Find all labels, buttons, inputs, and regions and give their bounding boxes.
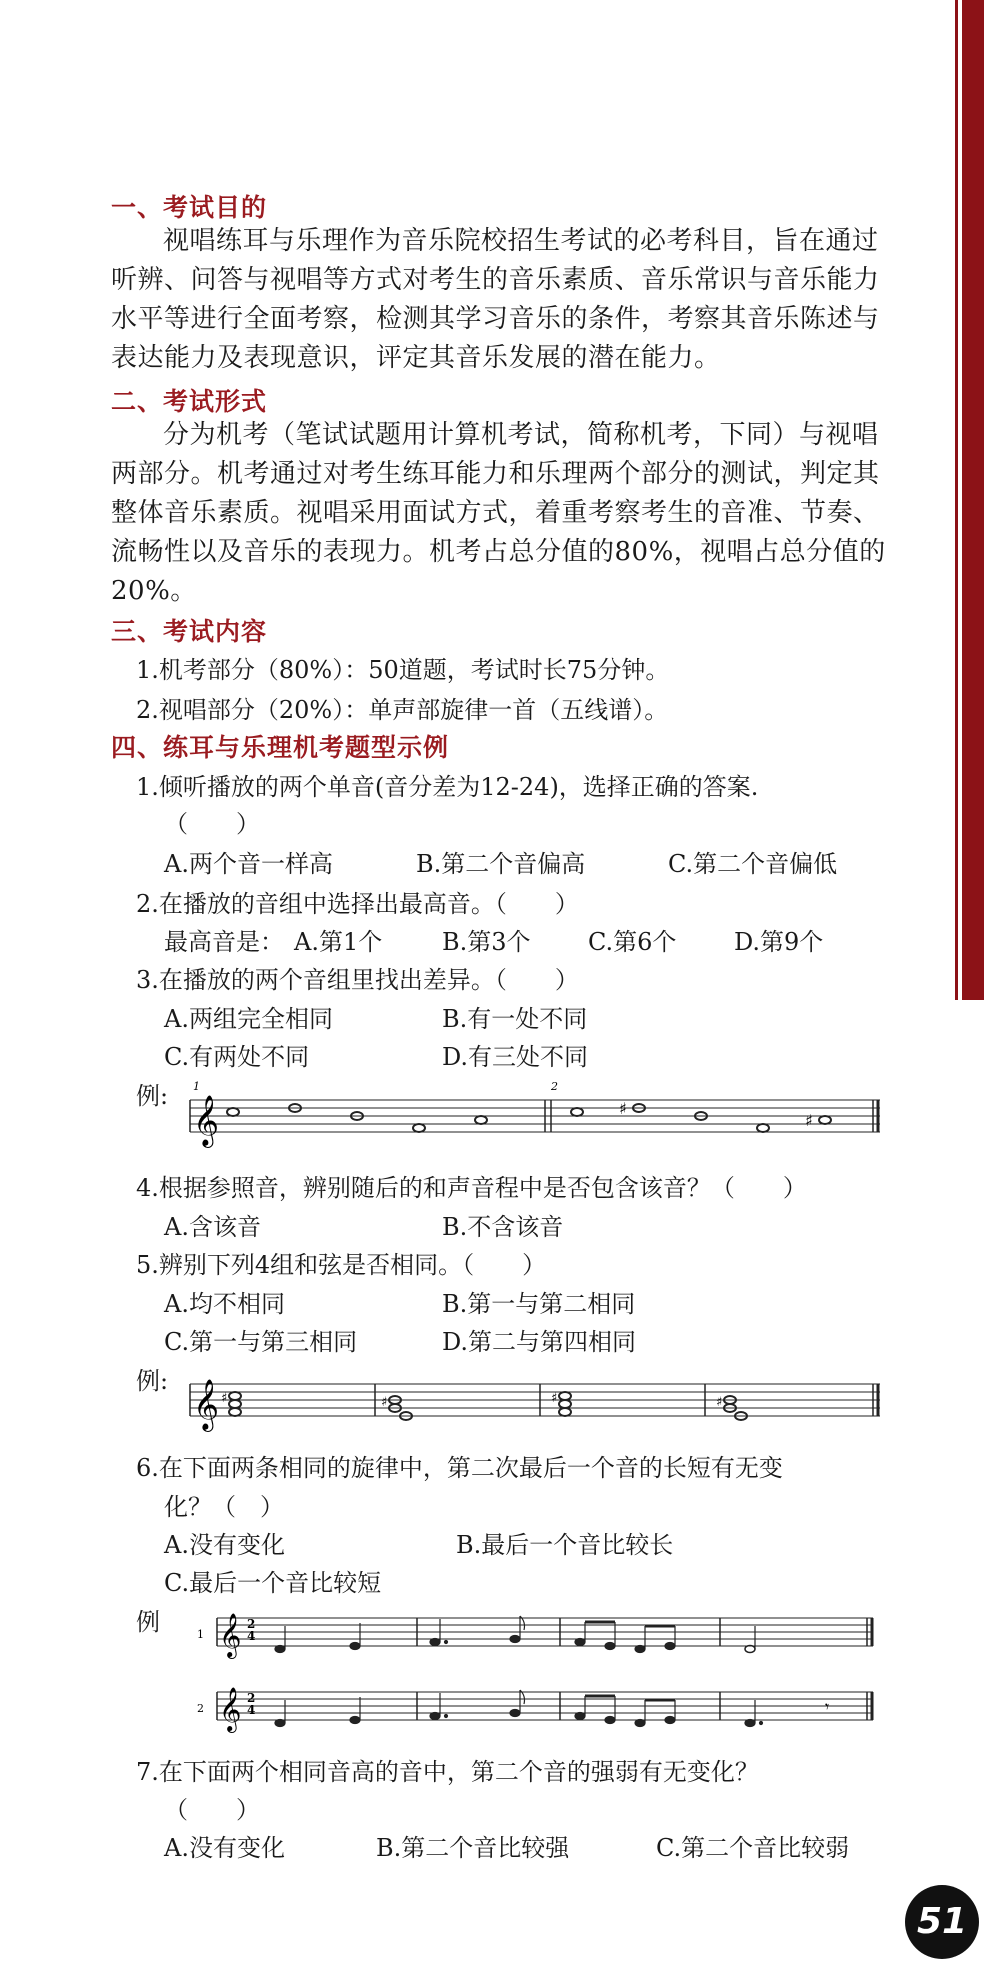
svg-text:♯: ♯	[619, 1099, 627, 1118]
svg-text:4: 4	[247, 1629, 256, 1643]
question-3-option-a: A.两组完全相同	[164, 1005, 333, 1033]
question-6-option-a: A.没有变化	[164, 1531, 285, 1559]
question-7-option-a: A.没有变化	[164, 1834, 285, 1862]
question-4-text: 4.根据参照音，辨别随后的和声音程中是否包含该音？（ ）	[136, 1174, 807, 1202]
question-1-option-c: C.第二个音偏低	[668, 850, 838, 878]
svg-text:♯: ♯	[381, 1395, 388, 1410]
treble-clef-icon: 𝄞	[193, 1379, 220, 1430]
svg-text:♯: ♯	[221, 1391, 228, 1406]
section-heading-1: 一、考试目的	[111, 193, 268, 222]
section-2-body: 分为机考（笔试试题用计算机考试，简称机考，下同）与视唱两部分。机考通过对考生练耳能力和乐理两个部分的测试，判定其整体音乐素质。视唱采用面试方式，着重考察考生的音准、节奏、流畅性以及音乐的表现力。机考占总分值的80%，视唱占总分值的20%。	[111, 420, 886, 606]
question-2-prefix: 最高音是：	[164, 928, 284, 956]
svg-text:♯: ♯	[805, 1111, 813, 1130]
question-2-option-d: D.第9个	[734, 928, 824, 956]
question-7-option-c: C.第二个音比较弱	[656, 1834, 850, 1862]
question-6-text-line2: 化？（ ）	[164, 1493, 284, 1521]
example-label-q6: 例	[136, 1608, 160, 1636]
treble-clef-icon: 𝄞	[219, 1613, 242, 1657]
question-5-option-b: B.第一与第二相同	[442, 1290, 636, 1318]
content-item-1: 1.机考部分（80%）：50道题，考试时长75分钟。	[136, 656, 670, 684]
melody-staff-1	[195, 1604, 885, 1660]
chord-staff-q5	[185, 1372, 885, 1432]
svg-text:2: 2	[247, 1617, 256, 1631]
question-6-option-c: C.最后一个音比较短	[164, 1569, 382, 1597]
question-5-option-c: C.第一与第三相同	[164, 1328, 358, 1356]
question-5-option-a: A.均不相同	[164, 1290, 285, 1318]
question-2-text: 2.在播放的音组中选择出最高音。（ ）	[136, 890, 579, 918]
question-3-text: 3.在播放的两个音组里找出差异。（ ）	[136, 966, 579, 994]
music-staff-q3	[185, 1078, 885, 1148]
question-7-blank: （ ）	[164, 1796, 260, 1824]
question-3-option-b: B.有一处不同	[442, 1005, 588, 1033]
melody-staff-2	[195, 1678, 885, 1734]
svg-text:♯: ♯	[551, 1391, 558, 1406]
question-2-option-c: C.第6个	[588, 928, 677, 956]
section-heading-2: 二、考试形式	[111, 387, 268, 416]
measure-number-1: 1	[193, 1080, 200, 1093]
question-2-option-a: A.第1个	[294, 928, 383, 956]
question-5-option-d: D.第二与第四相同	[442, 1328, 637, 1356]
question-7-option-b: B.第二个音比较强	[376, 1834, 570, 1862]
question-2-option-b: B.第3个	[442, 928, 531, 956]
question-3-option-c: C.有两处不同	[164, 1043, 310, 1071]
content-item-2: 2.视唱部分（20%）：单声部旋律一首（五线谱）。	[136, 696, 669, 724]
question-1-option-b: B.第二个音偏高	[416, 850, 586, 878]
staff-number-2: 2	[197, 1702, 204, 1715]
question-6-text-line1: 6.在下面两条相同的旋律中，第二次最后一个音的长短有无变	[136, 1454, 783, 1482]
section-heading-4: 四、练耳与乐理机考题型示例	[111, 733, 450, 762]
section-heading-3: 三、考试内容	[111, 617, 268, 646]
treble-clef-icon: 𝄞	[219, 1687, 242, 1731]
decorative-red-bar	[962, 0, 984, 1000]
svg-text:4: 4	[247, 1703, 256, 1717]
staff-number-1: 1	[197, 1628, 204, 1641]
question-1-blank: （ ）	[164, 810, 260, 838]
section-1-body: 视唱练耳与乐理作为音乐院校招生考试的必考科目，旨在通过听辨、问答与视唱等方式对考生的音乐素质、音乐常识与音乐能力水平等进行全面考察，检测其学习音乐的条件，考察其音乐陈述与表达能力及表现意识，评定其音乐发展的潜在能力。	[111, 226, 880, 373]
measure-number-2: 2	[551, 1080, 558, 1093]
svg-text:♯: ♯	[716, 1395, 723, 1410]
treble-clef-icon: 𝄞	[193, 1095, 220, 1146]
svg-text:2: 2	[247, 1691, 256, 1705]
example-label-q5: 例:	[136, 1367, 169, 1395]
decorative-red-line	[955, 0, 958, 1000]
question-4-option-a: A.含该音	[164, 1213, 261, 1241]
page-number: 51	[905, 1885, 979, 1959]
question-3-option-d: D.有三处不同	[442, 1043, 589, 1071]
question-5-text: 5.辨别下列4组和弦是否相同。（ ）	[136, 1251, 547, 1279]
question-7-text: 7.在下面两个相同音高的音中，第二个音的强弱有无变化？	[136, 1758, 759, 1786]
svg-text:𝄾: 𝄾	[825, 1697, 830, 1716]
question-1-option-a: A.两个音一样高	[164, 850, 333, 878]
question-6-option-b: B.最后一个音比较长	[456, 1531, 674, 1559]
question-4-option-b: B.不含该音	[442, 1213, 564, 1241]
example-label-q3: 例:	[136, 1082, 169, 1110]
question-1-text: 1.倾听播放的两个单音(音分差为12-24)，选择正确的答案.	[136, 773, 759, 801]
